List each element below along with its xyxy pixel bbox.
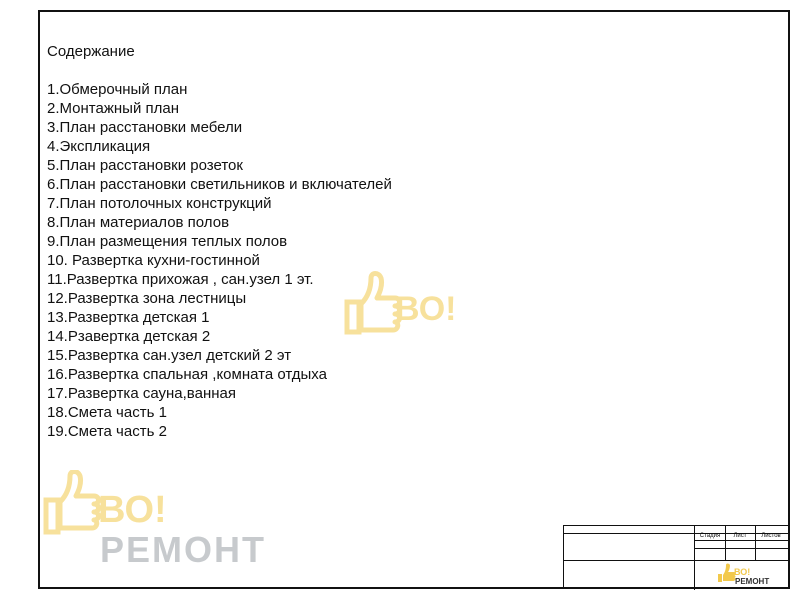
toc-item: 5.План расстановки розеток <box>47 157 243 174</box>
toc-item: 4.Экспликация <box>47 138 151 155</box>
toc-item: 2.Монтажный план <box>47 100 179 117</box>
thumbs-up-icon <box>337 268 467 338</box>
toc-item: 6.План расстановки светильников и включателей <box>47 176 392 193</box>
toc-item: 9.План размещения теплых полов <box>47 233 288 250</box>
title-block <box>563 525 790 589</box>
sheet-label: Лист <box>733 533 747 539</box>
toc-item: 15.Развертка сан.узел детский 2 эт <box>47 347 292 364</box>
toc-item: 19.Смета часть 2 <box>47 423 167 440</box>
toc-item: 16.Развертка спальная ,комната отдыха <box>47 366 327 383</box>
watermark-brand: РЕМОНТ <box>100 529 267 570</box>
stamp-logo-slogan: ВО! <box>734 567 751 577</box>
toc-item: 8.План материалов полов <box>47 214 230 231</box>
watermark-bottom <box>38 470 298 575</box>
sheets-label: Листов <box>761 533 781 539</box>
watermark-center <box>337 268 467 343</box>
thumbs-up-icon <box>46 500 58 532</box>
toc-item: 17.Развертка сауна,ванная <box>47 385 236 402</box>
watermark-slogan: ВО! <box>98 489 167 531</box>
stage-label: Стадия <box>699 533 721 539</box>
stamp-logo <box>714 562 784 586</box>
toc-item: 13.Развертка детская 1 <box>47 309 210 326</box>
toc-item: 12.Развертка зона лестницы <box>47 290 247 307</box>
toc-item: 1.Обмерочный план <box>47 81 188 98</box>
toc-item: 10. Развертка кухни-гостинной <box>47 252 260 269</box>
toc-item: 3.План расстановки мебели <box>47 119 243 136</box>
table-of-contents <box>47 42 392 441</box>
toc-item: 7.План потолочных конструкций <box>47 195 272 212</box>
watermark-logo <box>38 470 298 570</box>
toc-item: 18.Смета часть 1 <box>47 404 167 421</box>
toc-title: Содержание <box>47 43 135 60</box>
toc-item: 14.Рзавертка детская 2 <box>47 328 211 345</box>
stamp-logo-brand: РЕМОНТ <box>735 577 770 586</box>
toc-list <box>47 80 392 441</box>
thumbs-up-icon <box>718 564 736 583</box>
toc-item: 11.Развертка прихожая , сан.узел 1 эт. <box>47 271 314 288</box>
watermark-slogan: ВО! <box>395 290 457 328</box>
